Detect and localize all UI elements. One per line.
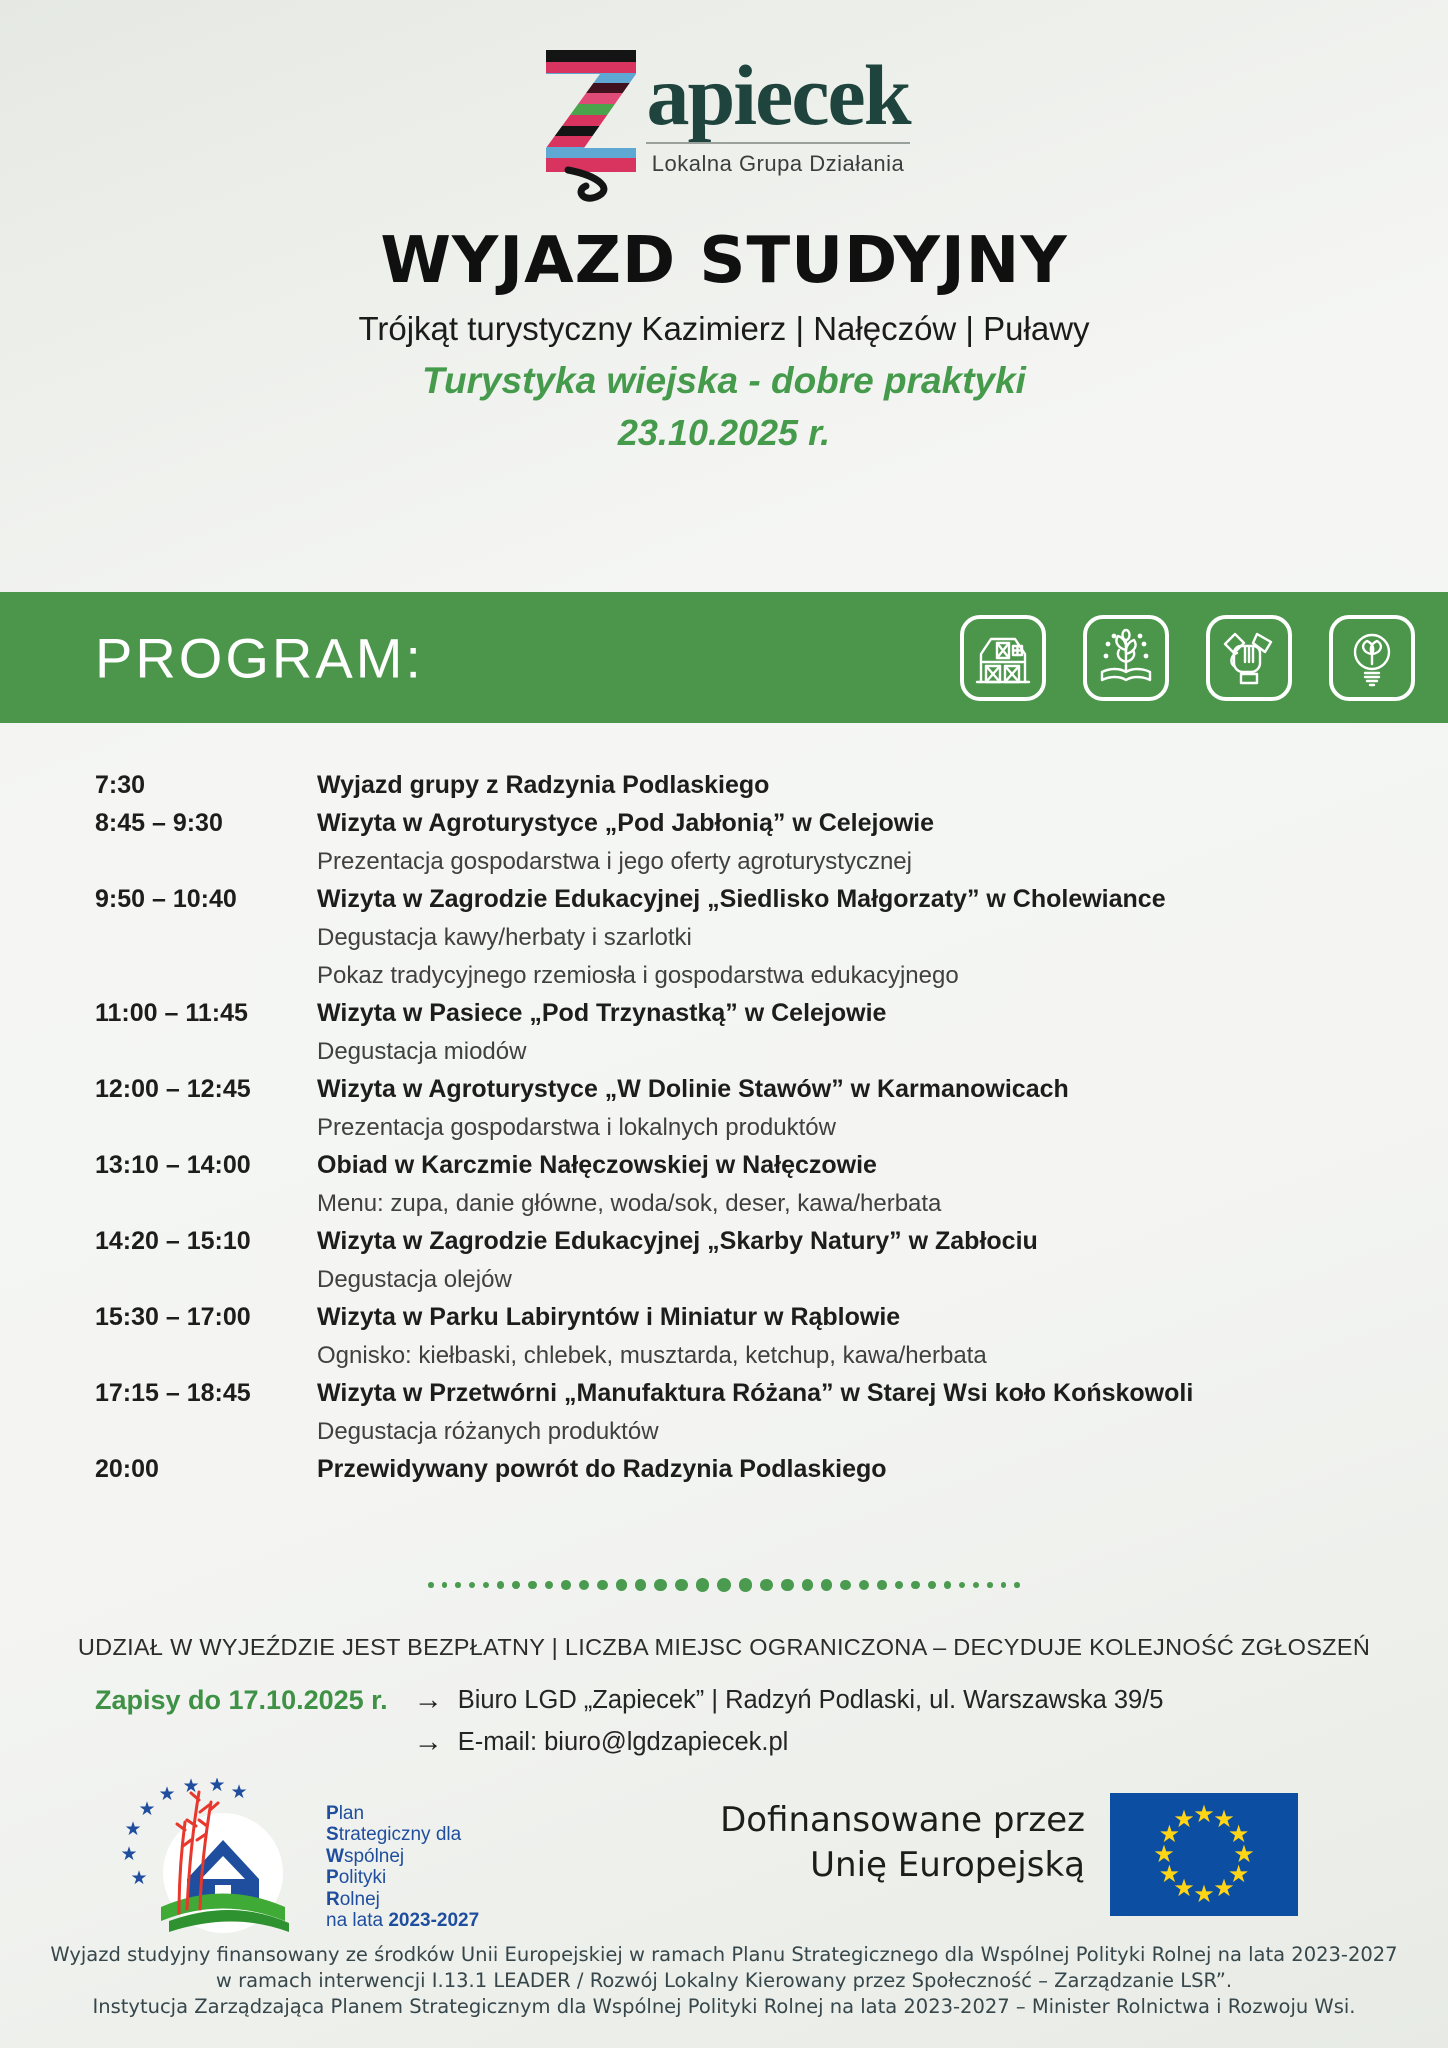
divider-dot	[561, 1580, 570, 1589]
schedule-title: Wizyta w Pasiece „Pod Trzynastką” w Celejowie	[317, 999, 887, 1027]
schedule-detail: Menu: zupa, danie główne, woda/sok, deser, kawa/herbata	[317, 1190, 942, 1217]
schedule-body	[317, 1454, 1368, 1492]
divider-dot	[654, 1579, 666, 1591]
plan-strategiczny-logo	[103, 1778, 479, 1956]
divider-dot	[497, 1581, 504, 1588]
divider-dot	[987, 1582, 993, 1588]
book-plant-icon	[1083, 615, 1169, 701]
eu-star-icon: ★	[1227, 1860, 1250, 1888]
divider-dot	[973, 1582, 979, 1588]
divider-dot	[760, 1579, 773, 1592]
divider-dot	[528, 1581, 536, 1589]
divider-dot	[635, 1579, 647, 1591]
divider-dot	[428, 1582, 434, 1588]
schedule-time: 20:00	[95, 1455, 159, 1483]
divider-dot	[1014, 1582, 1020, 1588]
schedule-row	[95, 1150, 1368, 1226]
svg-text:★: ★	[158, 1783, 176, 1805]
legal-line: Wyjazd studyjny finansowany ze środków Unii Europejskiej w ramach Planu Strategicznego dla Wspólnej Polityki Rolnej na lata 2023-2027	[50, 1943, 1398, 1966]
dotted-divider	[0, 1578, 1448, 1592]
signup-section	[95, 1682, 1163, 1760]
svg-text:★: ★	[230, 1781, 248, 1803]
schedule-title: Wizyta w Przetwórni „Manufaktura Różana” w Starej Wsi koło Końskowoli	[317, 1379, 1194, 1407]
schedule-body	[317, 770, 1368, 808]
schedule-time: 14:20 – 15:10	[95, 1227, 251, 1255]
divider-dot	[739, 1578, 752, 1591]
logo-z-icon	[538, 44, 642, 204]
schedule-detail: Degustacja olejów	[317, 1266, 512, 1293]
svg-text:★: ★	[208, 1778, 226, 1796]
eu-star-icon: ★	[1158, 1860, 1181, 1888]
schedule-time: 7:30	[95, 771, 146, 799]
divider-dot	[895, 1581, 904, 1590]
divider-dot	[1001, 1582, 1007, 1588]
schedule-row	[95, 1378, 1368, 1454]
svg-text:★: ★	[120, 1843, 138, 1865]
schedule-body	[317, 1150, 1368, 1226]
eu-flag	[1110, 1793, 1298, 1916]
plan-text-line: Wspólnej	[326, 1845, 405, 1867]
schedule-title: Wizyta w Agroturystyce „W Dolinie Stawów” w Karmanowicach	[317, 1075, 1069, 1103]
divider-dot	[928, 1581, 936, 1589]
schedule-time: 12:00 – 12:45	[95, 1075, 251, 1103]
legal-line: w ramach interwencji I.13.1 LEADER / Rozwój Lokalny Kierowany przez Społeczność – Zarządzanie LSR”.	[215, 1969, 1233, 1992]
eu-star-icon: ★	[1193, 1880, 1215, 1908]
tagline: Turystyka wiejska - dobre praktyki	[422, 360, 1026, 401]
plan-text-years: na lata 2023-2027	[326, 1910, 480, 1931]
schedule-detail: Degustacja różanych produktów	[317, 1418, 659, 1445]
divider-dot	[944, 1581, 951, 1588]
zapiecek-logo	[0, 44, 1448, 204]
divider-dot	[545, 1581, 554, 1590]
schedule-time: 13:10 – 14:00	[95, 1151, 251, 1179]
eu-funding-line: Dofinansowane przez	[720, 1800, 1085, 1840]
eu-funding-text	[720, 1798, 1085, 1888]
schedule-row	[95, 1454, 1368, 1492]
plan-text-line: Plan	[326, 1802, 365, 1824]
schedule-body	[317, 1302, 1368, 1378]
svg-text:★: ★	[124, 1818, 142, 1840]
divider-dot	[821, 1579, 832, 1590]
divider-dot	[579, 1580, 589, 1590]
schedule-row	[95, 770, 1368, 808]
barn-icon	[960, 615, 1046, 701]
eu-star-icon: ★	[1153, 1840, 1175, 1868]
schedule-body	[317, 808, 1368, 884]
legal-line: Instytucja Zarządzająca Planem Strategicznym dla Wspólnej Polityki Rolnej na lata 2023-2027 – Minister Rolnictwa i Rozwoju Wsi.	[92, 1995, 1356, 2018]
eu-star-icon: ★	[1193, 1800, 1215, 1828]
schedule-row	[95, 1302, 1368, 1378]
event-date: 23.10.2025 r.	[617, 412, 831, 453]
eu-star-icon: ★	[1173, 1805, 1195, 1833]
divider-dot	[675, 1579, 688, 1592]
schedule-title: Przewidywany powrót do Radzynia Podlaskiego	[317, 1455, 887, 1483]
schedule-title: Obiad w Karczmie Nałęczowskiej w Nałęczowie	[317, 1151, 877, 1179]
divider-dot	[483, 1582, 490, 1589]
schedule-time: 8:45 – 9:30	[95, 809, 223, 837]
svg-text:★: ★	[138, 1798, 156, 1820]
divider-dot	[512, 1581, 520, 1589]
schedule-time: 17:15 – 18:45	[95, 1379, 251, 1407]
schedule-body	[317, 1226, 1368, 1302]
schedule-time: 15:30 – 17:00	[95, 1303, 251, 1331]
signup-office-text: Biuro LGD „Zapiecek” | Radzyń Podlaski, ul. Warszawska 39/5	[457, 1686, 1164, 1714]
schedule-detail: Prezentacja gospodarstwa i lokalnych produktów	[317, 1114, 836, 1141]
schedule-row	[95, 998, 1368, 1074]
signup-contact-office	[414, 1682, 1164, 1718]
schedule-time: 9:50 – 10:40	[95, 885, 237, 913]
plan-text	[326, 1803, 479, 1932]
eu-star-icon: ★	[1173, 1875, 1195, 1903]
brand-name: apiecek	[646, 47, 910, 143]
schedule-detail: Prezentacja gospodarstwa i jego oferty agroturystycznej	[317, 848, 912, 875]
legal-text	[0, 1942, 1448, 2020]
schedule-time: 11:00 – 11:45	[95, 999, 248, 1027]
divider-dot	[455, 1582, 461, 1588]
eu-star-icon: ★	[1227, 1820, 1250, 1848]
signup-deadline: Zapisy do 17.10.2025 r.	[95, 1685, 388, 1715]
divider-dot	[877, 1580, 886, 1589]
svg-text:★: ★	[130, 1867, 148, 1889]
eu-star-icon: ★	[1233, 1840, 1255, 1868]
arrow-right-icon: →	[413, 1726, 443, 1758]
schedule-detail: Pokaz tradycyjnego rzemiosła i gospodarstwa edukacyjnego	[317, 962, 959, 989]
brand-subtitle: Lokalna Grupa Działania	[646, 142, 909, 177]
schedule-detail: Degustacja kawy/herbaty i szarlotki	[317, 924, 692, 951]
divider-dot	[469, 1582, 475, 1588]
participation-notice: UDZIAŁ W WYJEŹDZIE JEST BEZPŁATNY | LICZBA MIEJSC OGRANICZONA – DECYDUJE KOLEJNOŚĆ ZGŁOSZEŃ	[77, 1634, 1371, 1660]
schedule-detail: Ognisko: kiełbaski, chlebek, musztarda, ketchup, kawa/herbata	[317, 1342, 987, 1369]
plan-text-line: Rolnej	[326, 1888, 380, 1910]
plan-text-line: Strategiczny dla	[326, 1824, 462, 1845]
program-icons	[960, 615, 1415, 701]
schedule-body	[317, 998, 1368, 1074]
schedule-body	[317, 1378, 1368, 1454]
eu-funding-line: Unię Europejską	[810, 1845, 1085, 1885]
bulb-plant-icon	[1329, 615, 1415, 701]
plan-text-line: Polityki	[326, 1867, 387, 1888]
schedule-body	[317, 1074, 1368, 1150]
schedule-list	[95, 770, 1368, 1492]
arrow-right-icon: →	[413, 1684, 443, 1716]
divider-dot	[859, 1580, 869, 1590]
divider-dot	[802, 1579, 814, 1591]
schedule-title: Wizyta w Zagrodzie Edukacyjnej „Skarby Natury” w Zabłociu	[317, 1227, 1038, 1255]
eu-star-icon: ★	[1158, 1820, 1181, 1848]
page-subtitle: Trójkąt turystyczny Kazimierz | Nałęczów | Puławy	[358, 310, 1090, 347]
program-banner	[0, 592, 1448, 723]
divider-dot	[781, 1579, 793, 1591]
eu-star-icon: ★	[1213, 1805, 1235, 1833]
eu-star-icon: ★	[1213, 1875, 1235, 1903]
schedule-body	[317, 884, 1368, 998]
plan-emblem-icon	[103, 1778, 318, 1956]
signup-email-text: E-mail: biuro@lgdzapiecek.pl	[457, 1728, 789, 1756]
divider-dot	[616, 1579, 627, 1590]
divider-dot	[717, 1578, 731, 1592]
schedule-title: Wyjazd grupy z Radzynia Podlaskiego	[317, 771, 770, 799]
svg-text:★: ★	[182, 1778, 200, 1797]
page-title: WYJAZD STUDYJNY	[380, 224, 1068, 298]
schedule-row	[95, 884, 1368, 998]
schedule-title: Wizyta w Parku Labiryntów i Miniatur w Rąblowie	[317, 1303, 901, 1331]
divider-dot	[959, 1582, 966, 1589]
divider-dot	[442, 1582, 448, 1588]
schedule-row	[95, 808, 1368, 884]
program-label: PROGRAM:	[95, 626, 424, 689]
divider-dot	[911, 1581, 919, 1589]
divider-dot	[597, 1580, 608, 1591]
schedule-title: Wizyta w Agroturystyce „Pod Jabłonią” w Celejowie	[317, 809, 935, 837]
hands-together-icon	[1206, 615, 1292, 701]
schedule-row	[95, 1074, 1368, 1150]
divider-dot	[696, 1578, 709, 1591]
schedule-detail: Degustacja miodów	[317, 1038, 527, 1065]
schedule-row	[95, 1226, 1368, 1302]
signup-contact-email	[414, 1724, 1164, 1760]
divider-dot	[840, 1580, 851, 1591]
schedule-title: Wizyta w Zagrodzie Edukacyjnej „Siedlisko Małgorzaty” w Cholewiance	[317, 885, 1166, 913]
